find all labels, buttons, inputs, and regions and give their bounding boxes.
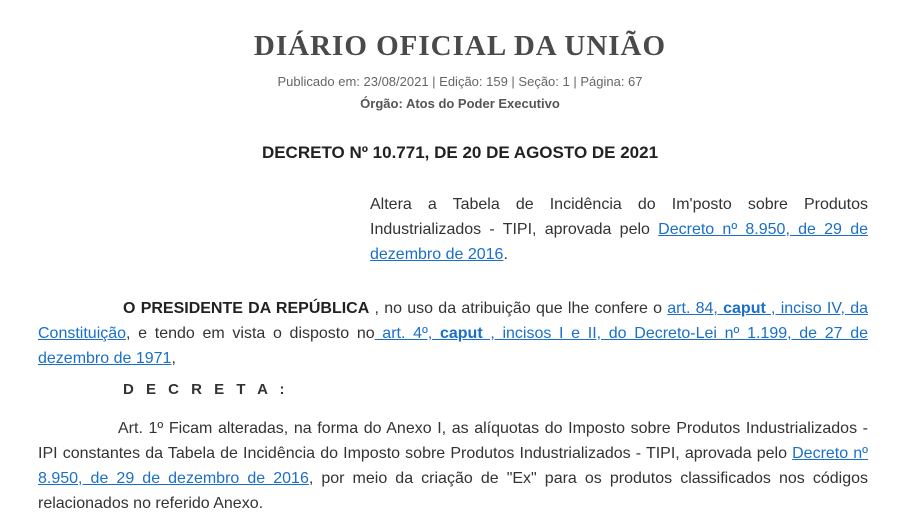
article-1-decree-link[interactable]: Decreto nº 8.950, de 29 de dezembro de 2016	[38, 445, 869, 487]
preamble	[38, 296, 868, 371]
preamble-text-2: , e tendo em vista o disposto no	[126, 325, 375, 342]
article-1-text-1: Art. 1º Ficam alteradas, na forma do Anexo I, as alíquotas do Imposto sobre Produtos Industrializados - IPI constantes da Tabela de Incidência do Imposto sobre Produtos Industrializados - TIPI, aprovada pelo	[38, 420, 868, 462]
publication-info: Publicado em: 23/08/2021 | Edição: 159 | Seção: 1 | Página: 67	[277, 74, 643, 89]
ementa	[370, 192, 868, 267]
article-1	[38, 416, 868, 516]
decree-law-link-caput: caput	[439, 325, 483, 342]
preamble-authority: O PRESIDENTE DA REPÚBLICA	[123, 300, 370, 317]
orgao-label: Órgão:	[360, 96, 403, 111]
preamble-text-1: , no uso da atribuição que lhe confere o	[369, 300, 668, 317]
constitution-link-caput: caput	[723, 300, 766, 317]
decree-law-link-part-b: , incisos I e II, do Decreto-Lei nº 1.199, de 27 de dezembro de 1971	[38, 325, 868, 367]
ementa-decree-link[interactable]: Decreto nº 8.950, de 29 de dezembro de 2016	[370, 221, 868, 263]
ementa-end: .	[503, 246, 508, 263]
decree-law-link-part-a: art. 4º,	[374, 325, 440, 342]
decreta-heading: D E C R E T A :	[123, 381, 289, 398]
masthead-title: DIÁRIO OFICIAL DA UNIÃO	[253, 30, 667, 62]
decree-title: DECRETO Nº 10.771, DE 20 DE AGOSTO DE 2021	[261, 143, 659, 162]
orgao-value: Atos do Poder Executivo	[405, 96, 560, 111]
constitution-link-part-a: art. 84,	[667, 300, 724, 317]
preamble-end: ,	[171, 350, 176, 367]
orgao-line	[0, 96, 920, 111]
ementa-text: Altera a Tabela de Incidência do Im'posto sobre Produtos Industrializados - TIPI, aprovada pelo	[370, 196, 868, 238]
constitution-link-part-b: , inciso IV, da Constituição	[38, 300, 869, 342]
article-1-text-2: , por meio da criação de "Ex" para os produtos classificados nos códigos relacionados no referido Anexo.	[38, 470, 868, 512]
